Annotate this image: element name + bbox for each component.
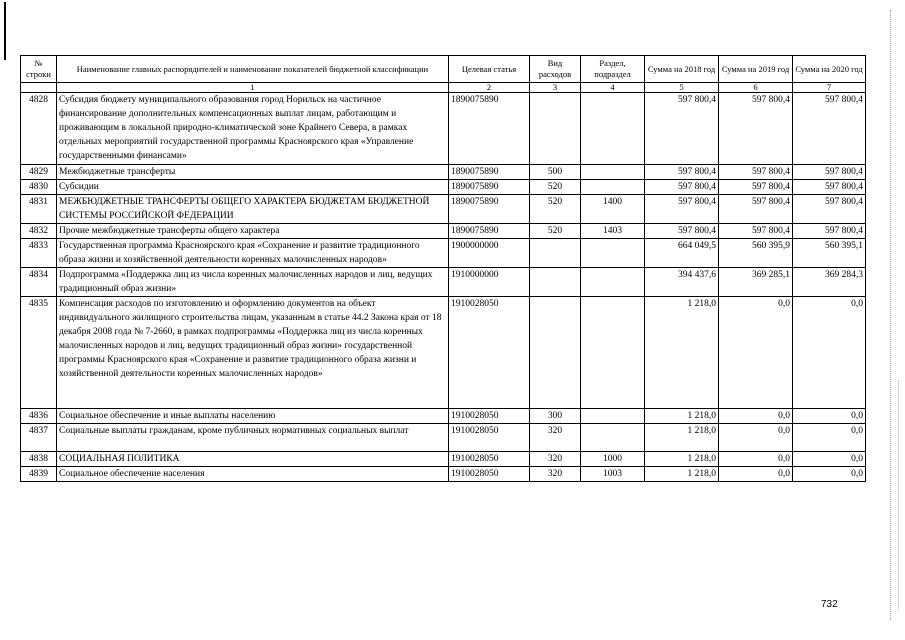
table-row: [21, 165, 866, 180]
row-type: [530, 297, 581, 409]
row-section: [581, 297, 645, 409]
row-section: [581, 180, 645, 195]
row-number: 4836: [21, 409, 57, 424]
row-sum-2018: 1 218,0: [645, 452, 719, 467]
row-section: [581, 424, 645, 452]
column-number: 7: [793, 83, 866, 93]
row-number: 4837: [21, 424, 57, 452]
column-number: 1: [57, 83, 449, 93]
row-sum-2020: 0,0: [793, 452, 866, 467]
row-sum-2019: 369 285,1: [719, 268, 793, 297]
row-name: Прочие межбюджетные трансферты общего характера: [57, 224, 449, 239]
column-number: 2: [449, 83, 530, 93]
row-sum-2018: 1 218,0: [645, 297, 719, 409]
column-number: 3: [530, 83, 581, 93]
row-section: 1000: [581, 452, 645, 467]
table-row: [21, 93, 866, 165]
row-type: [530, 268, 581, 297]
row-sum-2019: 597 800,4: [719, 165, 793, 180]
column-number: 6: [719, 83, 793, 93]
row-type: 520: [530, 180, 581, 195]
row-sum-2019: 597 800,4: [719, 180, 793, 195]
row-target: 1890075890: [449, 165, 530, 180]
row-section: [581, 409, 645, 424]
row-number: 4839: [21, 467, 57, 482]
row-sum-2020: 369 284,3: [793, 268, 866, 297]
row-type: 500: [530, 165, 581, 180]
row-sum-2018: 1 218,0: [645, 409, 719, 424]
row-target: 1910028050: [449, 297, 530, 409]
row-sum-2020: 0,0: [793, 467, 866, 482]
row-type: [530, 93, 581, 165]
column-number: [21, 83, 57, 93]
row-sum-2019: 560 395,9: [719, 239, 793, 268]
header-2019: Сумма на 2019 год: [719, 56, 793, 83]
table-row: [21, 268, 866, 297]
row-target: 1910000000: [449, 268, 530, 297]
header-2020: Сумма на 2020 год: [793, 56, 866, 83]
row-number: 4835: [21, 297, 57, 409]
row-name: СОЦИАЛЬНАЯ ПОЛИТИКА: [57, 452, 449, 467]
row-target: 1910028050: [449, 467, 530, 482]
column-number: 4: [581, 83, 645, 93]
row-section: 1403: [581, 224, 645, 239]
row-number: 4828: [21, 93, 57, 165]
row-sum-2020: 597 800,4: [793, 224, 866, 239]
row-section: 1400: [581, 195, 645, 224]
left-margin-rule: [4, 2, 6, 60]
row-name: Подпрограмма «Поддержка лиц из числа коренных малочисленных народов и лиц, ведущих традиционный образ жизни»: [57, 268, 449, 297]
row-sum-2019: 0,0: [719, 452, 793, 467]
row-sum-2018: 597 800,4: [645, 165, 719, 180]
right-margin-dots: [890, 10, 891, 620]
row-type: 520: [530, 224, 581, 239]
header-target: Целевая статья: [449, 56, 530, 83]
row-sum-2019: 0,0: [719, 297, 793, 409]
row-name: Субсидии: [57, 180, 449, 195]
table-row: [21, 424, 866, 452]
row-sum-2020: 0,0: [793, 297, 866, 409]
row-number: 4831: [21, 195, 57, 224]
row-sum-2019: 0,0: [719, 409, 793, 424]
row-sum-2020: 597 800,4: [793, 165, 866, 180]
row-section: [581, 93, 645, 165]
row-type: [530, 239, 581, 268]
header-name: Наименование главных распорядителей и наименование показателей бюджетной классификации: [57, 56, 449, 83]
row-name: Социальное обеспечение и иные выплаты населению: [57, 409, 449, 424]
row-target: 1890075890: [449, 93, 530, 165]
row-number: 4829: [21, 165, 57, 180]
table-row: [21, 195, 866, 224]
row-name: Социальные выплаты гражданам, кроме публичных нормативных социальных выплат: [57, 424, 449, 452]
row-target: 1910028050: [449, 409, 530, 424]
column-number-row: [21, 83, 866, 93]
row-sum-2018: 597 800,4: [645, 93, 719, 165]
row-sum-2019: 597 800,4: [719, 93, 793, 165]
row-sum-2019: 0,0: [719, 424, 793, 452]
header-type: Вид расходов: [530, 56, 581, 83]
row-name: Компенсация расходов по изготовлению и оформлению документов на объект индивидуального жилищного строительства лицам, указанным в статье 44.2 Закона края от 18 декабря 2008 года № 7-2660, в рамках подпрограммы «Поддержка лиц из числа коренных малочисленных народов и лиц, ведущих традиционный образ жизни» государственной программы Красноярского края «Сохранение и развитие традиционного образа жизни и хозяйственной деятельности коренных малочисленных народов»: [57, 297, 449, 409]
row-sum-2020: 597 800,4: [793, 195, 866, 224]
table-row: [21, 297, 866, 409]
row-target: 1910028050: [449, 452, 530, 467]
row-sum-2018: 394 437,6: [645, 268, 719, 297]
row-name: МЕЖБЮДЖЕТНЫЕ ТРАНСФЕРТЫ ОБЩЕГО ХАРАКТЕРА БЮДЖЕТАМ БЮДЖЕТНОЙ СИСТЕМЫ РОССИЙСКОЙ ФЕДЕРАЦИИ: [57, 195, 449, 224]
table-row: [21, 239, 866, 268]
row-number: 4830: [21, 180, 57, 195]
row-sum-2020: 0,0: [793, 409, 866, 424]
row-type: 320: [530, 452, 581, 467]
table-row: [21, 467, 866, 482]
row-target: 1900000000: [449, 239, 530, 268]
row-sum-2018: 597 800,4: [645, 224, 719, 239]
row-sum-2019: 597 800,4: [719, 195, 793, 224]
header-2018: Сумма на 2018 год: [645, 56, 719, 83]
row-type: 320: [530, 467, 581, 482]
row-sum-2020: 597 800,4: [793, 93, 866, 165]
row-number: 4832: [21, 224, 57, 239]
column-number: 5: [645, 83, 719, 93]
row-sum-2019: 597 800,4: [719, 224, 793, 239]
table-row: [21, 452, 866, 467]
row-name: Социальное обеспечение населения: [57, 467, 449, 482]
row-sum-2020: 597 800,4: [793, 180, 866, 195]
row-number: 4834: [21, 268, 57, 297]
row-sum-2020: 560 395,1: [793, 239, 866, 268]
row-section: [581, 268, 645, 297]
row-sum-2020: 0,0: [793, 424, 866, 452]
header-section: Раздел, подраздел: [581, 56, 645, 83]
row-sum-2018: 1 218,0: [645, 467, 719, 482]
row-name: Межбюджетные трансферты: [57, 165, 449, 180]
table-row: [21, 224, 866, 239]
row-target: 1910028050: [449, 424, 530, 452]
row-target: 1890075890: [449, 224, 530, 239]
table-row: [21, 180, 866, 195]
row-section: [581, 165, 645, 180]
row-sum-2018: 597 800,4: [645, 195, 719, 224]
row-section: 1003: [581, 467, 645, 482]
row-section: [581, 239, 645, 268]
header-row-no: № строки: [21, 56, 57, 83]
table-header-row: [21, 56, 866, 83]
row-target: 1890075890: [449, 180, 530, 195]
row-name: Субсидия бюджету муниципального образования город Норильск на частичное финансирование дополнительных компенсационных выплат лицам, работающим и проживающим в локальной природно-климатической зоне Крайнего Севера, в рамках отдельных мероприятий государственной программы Красноярского края «Управление государственными финансами»: [57, 93, 449, 165]
row-sum-2019: 0,0: [719, 467, 793, 482]
row-name: Государственная программа Красноярского края «Сохранение и развитие традиционного образа жизни и хозяйственной деятельности коренных малочисленных народов»: [57, 239, 449, 268]
right-margin-dots-secondary: [898, 380, 899, 610]
budget-table: [20, 55, 866, 482]
row-type: 520: [530, 195, 581, 224]
row-number: 4838: [21, 452, 57, 467]
table-row: [21, 409, 866, 424]
row-target: 1890075890: [449, 195, 530, 224]
row-sum-2018: 597 800,4: [645, 180, 719, 195]
page-number: 732: [821, 599, 838, 610]
row-sum-2018: 1 218,0: [645, 424, 719, 452]
row-sum-2018: 664 049,5: [645, 239, 719, 268]
row-type: 300: [530, 409, 581, 424]
row-number: 4833: [21, 239, 57, 268]
row-type: 320: [530, 424, 581, 452]
